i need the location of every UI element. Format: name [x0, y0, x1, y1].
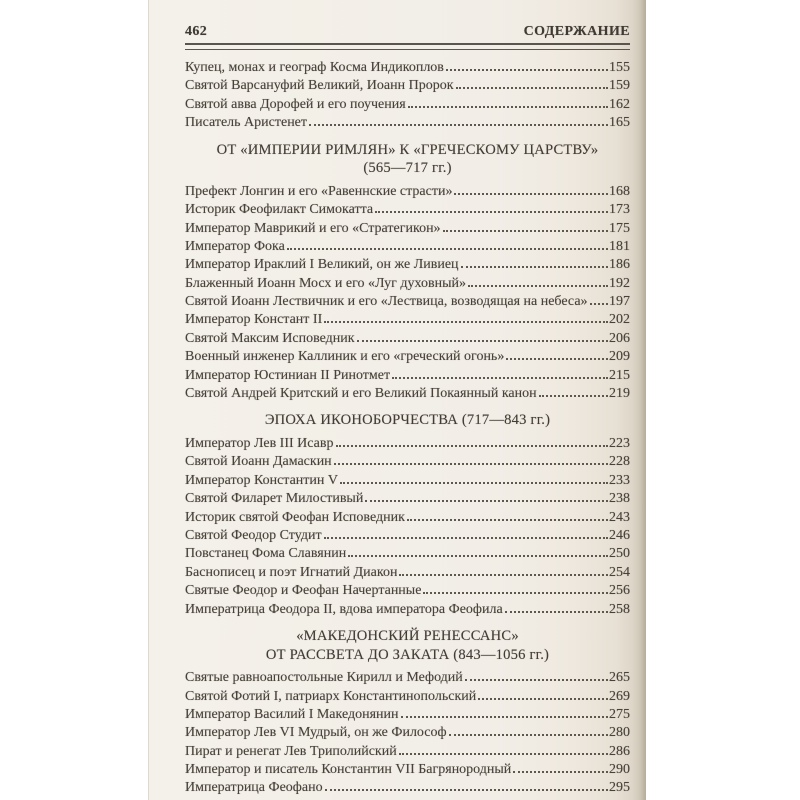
- toc-entry-page-number: 269: [609, 688, 630, 704]
- toc-entry: [185, 601, 630, 619]
- toc-entry-title: Пират и ренегат Лев Триполийский: [185, 743, 397, 759]
- toc-entry: [185, 275, 630, 293]
- toc-entry: [185, 435, 630, 453]
- toc-entry-page-number: 290: [609, 762, 630, 778]
- dot-leader: [446, 69, 608, 71]
- toc-entry: [185, 509, 630, 527]
- toc-entry-page-number: 265: [609, 670, 630, 686]
- toc-entry-page-number: 238: [609, 491, 630, 507]
- table-of-contents: [185, 59, 630, 798]
- dot-leader: [449, 734, 608, 736]
- toc-entry-page-number: 206: [609, 330, 630, 346]
- toc-section-heading-line: ЭПОХА ИКОНОБОРЧЕСТВА (717—843 гг.): [264, 412, 551, 429]
- dot-leader: [401, 716, 608, 718]
- toc-entry: [185, 564, 630, 582]
- toc-entry: [185, 472, 630, 490]
- toc-entry: [185, 669, 630, 687]
- toc-entry: [185, 96, 630, 114]
- toc-entry-title: Префект Лонгин и его «Равеннские страсти»: [185, 183, 453, 199]
- header-rule: [185, 43, 630, 50]
- toc-entry-title: Император Констант II: [185, 312, 323, 328]
- toc-entry-title: Купец, монах и географ Косма Индикоплов: [185, 60, 444, 75]
- toc-entry-page-number: 250: [609, 546, 630, 562]
- dot-leader: [324, 537, 608, 539]
- dot-leader: [336, 445, 609, 447]
- toc-entry: [185, 761, 630, 779]
- toc-entry-title: Император Юстиниан II Ринотмет: [185, 367, 391, 383]
- dot-leader: [392, 377, 608, 379]
- toc-entry-page-number: 168: [609, 183, 630, 199]
- toc-entry-title: Военный инженер Каллиник и его «греческий огонь»: [185, 349, 505, 365]
- toc-entry: [185, 706, 630, 724]
- toc-entry-title: Святой Филарет Милостивый: [185, 491, 364, 507]
- toc-entry-page-number: 219: [609, 386, 630, 402]
- toc-entry-page-number: 286: [609, 743, 630, 759]
- toc-entry: [185, 545, 630, 563]
- toc-entry-page-number: 186: [609, 257, 630, 273]
- toc-entry: [185, 582, 630, 600]
- dot-leader: [324, 321, 608, 323]
- toc-entry: [185, 490, 630, 508]
- toc-entry-title: Историк Феофилакт Симокатта: [185, 202, 374, 218]
- toc-entry-page-number: 181: [609, 238, 630, 254]
- book-page: [148, 0, 646, 800]
- toc-entry: [185, 688, 630, 706]
- toc-entry-page-number: 197: [609, 294, 630, 310]
- dot-leader: [365, 500, 608, 502]
- toc-entry-page-number: 159: [609, 78, 630, 94]
- toc-entry-title: Императрица Феодора II, вдова императора Феофила: [185, 601, 503, 617]
- page-number: 462: [185, 24, 208, 39]
- toc-entry-title: Святые Феодор и Феофан Начертанные: [185, 583, 422, 599]
- toc-entry-page-number: 228: [609, 454, 630, 470]
- toc-entry-title: Император Лев VI Мудрый, он же Философ: [185, 725, 447, 741]
- dot-leader: [539, 395, 608, 397]
- toc-entry-page-number: 275: [609, 706, 630, 722]
- toc-entry-page-number: 280: [609, 725, 630, 741]
- toc-entry-title: Писатель Аристенет: [185, 115, 308, 131]
- toc-section-heading-line: (565—717 гг.): [363, 160, 452, 177]
- toc-entry: [185, 453, 630, 471]
- toc-entry-page-number: 223: [609, 436, 630, 452]
- toc-section-heading: [185, 411, 630, 430]
- toc-entry: [185, 77, 630, 95]
- toc-entry: [185, 256, 630, 274]
- toc-entry-page-number: 254: [609, 564, 630, 580]
- toc-entry-page-number: 175: [609, 220, 630, 236]
- dot-leader: [408, 106, 608, 108]
- toc-entry: [185, 59, 630, 77]
- dot-leader: [478, 698, 608, 700]
- toc-entry-title: Святой Феодор Студит: [185, 527, 322, 543]
- toc-entry-title: Святой Максим Исповедник: [185, 330, 355, 346]
- page-header: [185, 24, 630, 40]
- toc-section-heading-line: ОТ РАССВЕТА ДО ЗАКАТА (843—1056 гг.): [265, 646, 550, 663]
- toc-entry-title: Святой Иоанн Лествичник и его «Лествица, возводящая на небеса»: [185, 294, 588, 310]
- toc-entry-page-number: 173: [609, 202, 630, 218]
- toc-entry-title: Святой Иоанн Дамаскин: [185, 454, 332, 470]
- dot-leader: [506, 358, 608, 360]
- toc-entry: [185, 779, 630, 797]
- toc-section-heading-line: «МАКЕДОНСКИЙ РЕНЕССАНС»: [296, 627, 519, 644]
- dot-leader: [287, 248, 608, 250]
- dot-leader: [309, 124, 608, 126]
- toc-entry: [185, 311, 630, 329]
- toc-entry: [185, 220, 630, 238]
- dot-leader: [513, 771, 608, 773]
- toc-entry: [185, 330, 630, 348]
- toc-entry-page-number: 295: [609, 780, 630, 796]
- toc-entry-title: Историк святой Феофан Исповедник: [185, 509, 405, 525]
- dot-leader: [465, 679, 608, 681]
- toc-entry-page-number: 258: [609, 601, 630, 617]
- toc-entry-title: Император Константин V: [185, 472, 339, 488]
- toc-entry-title: Император Маврикий и его «Стратегикон»: [185, 220, 441, 236]
- dot-leader: [456, 87, 608, 89]
- dot-leader: [357, 340, 608, 342]
- toc-entry: [185, 114, 630, 132]
- toc-entry-title: Святой авва Дорофей и его поучения: [185, 96, 406, 112]
- toc-section-heading: [185, 141, 630, 178]
- dot-leader: [423, 592, 608, 594]
- toc-entry-title: Император Ираклий I Великий, он же Ливиец: [185, 257, 459, 273]
- dot-leader: [325, 789, 608, 791]
- toc-entry-title: Блаженный Иоанн Мосх и его «Луг духовный»: [185, 275, 467, 291]
- toc-entry-title: Повстанец Фома Славянин: [185, 546, 347, 562]
- toc-entry-title: Император Лев III Исавр: [185, 436, 334, 452]
- toc-entry-page-number: 202: [609, 312, 630, 328]
- toc-entry-title: Святые равноапостольные Кирилл и Мефодий: [185, 670, 463, 686]
- toc-entry: [185, 348, 630, 366]
- toc-entry-title: Святой Варсануфий Великий, Иоанн Пророк: [185, 78, 454, 94]
- toc-entry: [185, 367, 630, 385]
- dot-leader: [334, 463, 608, 465]
- toc-entry: [185, 201, 630, 219]
- toc-entry-page-number: 209: [609, 349, 630, 365]
- toc-entry: [185, 527, 630, 545]
- toc-entry: [185, 238, 630, 256]
- toc-entry-title: Император Василий I Македонянин: [185, 706, 399, 722]
- dot-leader: [590, 303, 608, 305]
- toc-entry: [185, 724, 630, 742]
- toc-entry: [185, 293, 630, 311]
- dot-leader: [340, 482, 608, 484]
- toc-entry-page-number: 192: [609, 275, 630, 291]
- toc-entry-title: Император Фока: [185, 238, 285, 254]
- toc-section-heading: [185, 627, 630, 664]
- dot-leader: [399, 574, 608, 576]
- dot-leader: [407, 519, 608, 521]
- toc-section-heading-line: ОТ «ИМПЕРИИ РИМЛЯН» К «ГРЕЧЕСКОМУ ЦАРСТВУ»: [216, 141, 599, 158]
- dot-leader: [505, 611, 608, 613]
- toc-entry-title: Святой Фотий I, патриарх Константинопольский: [185, 688, 477, 704]
- toc-entry-page-number: 256: [609, 583, 630, 599]
- dot-leader: [375, 211, 608, 213]
- page-edge-shadow: [632, 0, 646, 800]
- toc-entry-page-number: 165: [609, 115, 630, 131]
- toc-entry-page-number: 246: [609, 527, 630, 543]
- dot-leader: [454, 193, 608, 195]
- toc-entry: [185, 385, 630, 403]
- toc-entry: [185, 183, 630, 201]
- dot-leader: [443, 230, 608, 232]
- toc-entry: [185, 743, 630, 761]
- running-title: СОДЕРЖАНИЕ: [523, 24, 630, 39]
- toc-entry-page-number: 243: [609, 509, 630, 525]
- toc-entry-page-number: 233: [609, 472, 630, 488]
- dot-leader: [399, 753, 608, 755]
- toc-entry-title: Императрица Феофано: [185, 780, 323, 796]
- toc-entry-page-number: 215: [609, 367, 630, 383]
- toc-entry-page-number: 162: [609, 96, 630, 112]
- dot-leader: [348, 555, 608, 557]
- toc-entry-title: Святой Андрей Критский и его Великий Покаянный канон: [185, 386, 537, 402]
- toc-entry-title: Баснописец и поэт Игнатий Диакон: [185, 564, 398, 580]
- toc-entry-page-number: 155: [609, 60, 630, 75]
- dot-leader: [468, 285, 608, 287]
- toc-entry-title: Император и писатель Константин VII Багрянородный: [185, 762, 512, 778]
- dot-leader: [461, 266, 608, 268]
